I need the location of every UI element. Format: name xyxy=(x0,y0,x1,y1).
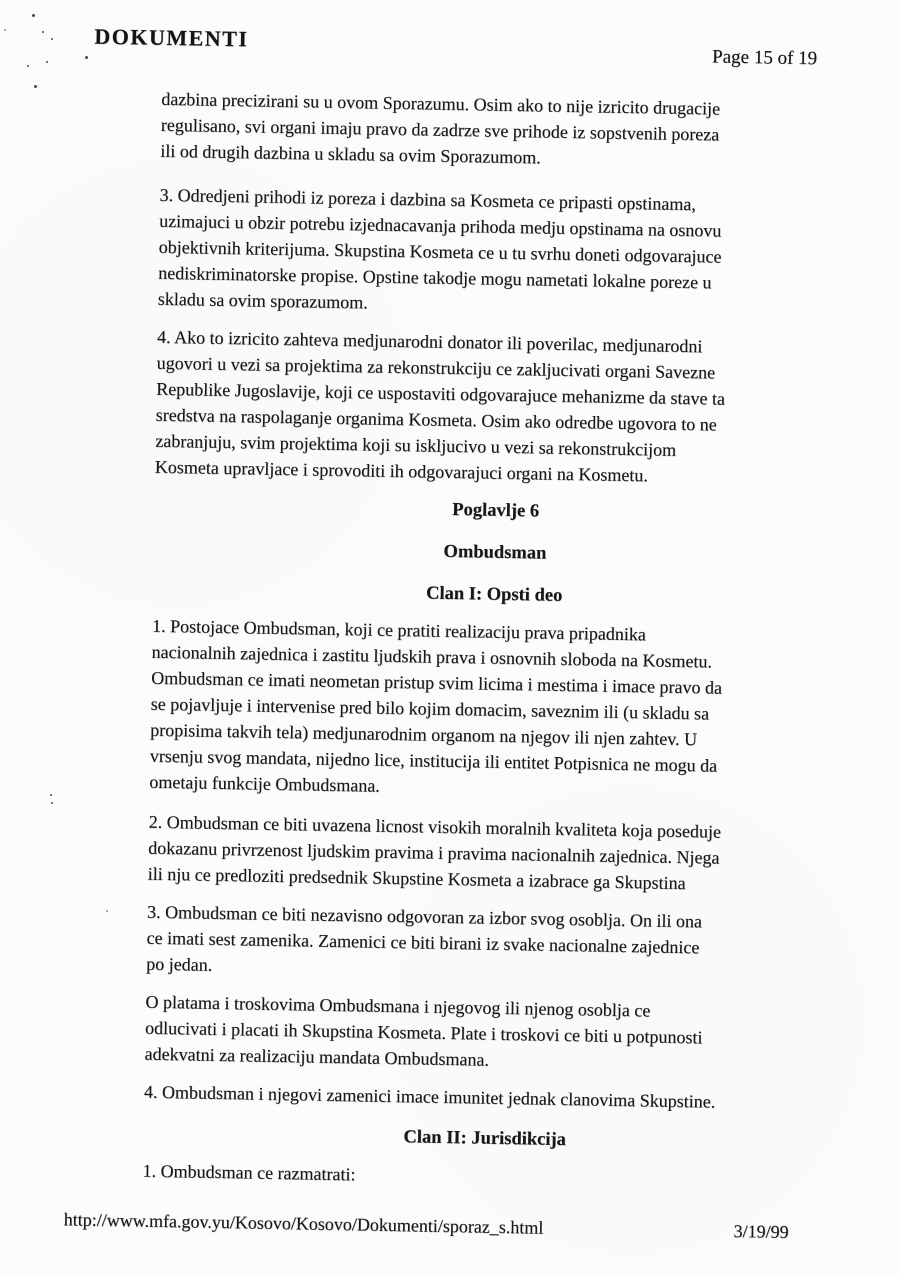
document-header-label: DOKUMENTI xyxy=(94,23,249,52)
scan-speckle xyxy=(42,31,44,33)
scan-speckle xyxy=(32,14,35,17)
footer-source-url: http://www.mfa.gov.yu/Kosovo/Kosovo/Dokumenti/sporaz_s.html xyxy=(63,1209,544,1238)
paragraph-dazbina-continuation: dazbina precizirani su u ovom Sporazumu. Osim ako to nije izricito drugacije regulisano, svi organi imaju pravo da zadrze sve prihode iz sopstvenih poreza ili od drugih dazbina u skladu sa ovim Sporazumom. xyxy=(160,88,721,168)
paragraph-2-uvazena-licnost: 2. Ombudsman ce biti uvazena licnost visokih moralnih kvaliteta koja poseduje dokazanu privrzenost ljudskim pravima i pravima nacionalnih zajednica. Njega ili nju ce predloziti predsednik Skupstine Kosmeta a izabrace ga Skupstina xyxy=(147,811,722,894)
scan-speckle xyxy=(46,61,48,63)
paragraph-1-postojace-ombudsman: 1. Postojace Ombudsman, koji ce pratiti realizaciju prava pripadnika nacionalnih zajednica i zastitu ljudskih prava i osnovnih sloboda na Kosmetu. Ombudsman ce imati neometan pristup svim licima i mestima i imace pravo da se pojavljuje i intervenise pred bilo kojim domacim, saveznim ili (u skladu sa propisima takvih tela) medjunarodnim organom na njegov ili njen zahtev. U vrsenju svog mandata, nijedno lice, institucija ili entitet Potpisnica ne mogu da ometaju funkcije Ombudsmana. xyxy=(149,615,723,796)
heading-clan-2-jurisdikcija: Clan II: Jurisdikcija xyxy=(403,1127,567,1151)
paragraph-4-donator: 4. Ako to izricito zahteva medjunarodni donator ili poverilac, medjunarodni ugovori u vezi sa projektima za rekonstrukciju ce zakljucivati organi Savezne Republike Jugoslavije, koji ce uspostaviti odgovarajuce mehanizme da stave ta sredstva na raspolaganje organima Kosmeta. Osim ako odredbe ugovora to ne zabranjuju, svim projektima koji su iskljucivo u vezi sa rekonstrukcijom Kosmeta upravljace i sprovoditi ih odgovarajuci organi na Kosmetu. xyxy=(154,326,726,486)
heading-ombudsman: Ombudsman xyxy=(443,541,547,564)
scan-speckle xyxy=(106,910,108,912)
paragraph-4-imunitet: 4. Ombudsman i njegovi zamenici imace imunitet jednak clanovima Skupstine. xyxy=(143,1081,716,1112)
scan-speckle xyxy=(51,38,53,40)
paragraph-3-nezavisno-odgovoran: 3. Ombudsman ce biti nezavisno odgovoran za izbor svog osoblja. On ili ona ce imati sest zamenika. Zamenici ce biti birani iz svake nacionalne zajednice po jedan. xyxy=(146,901,703,975)
scan-speckle xyxy=(4,29,6,31)
scan-speckle xyxy=(27,65,29,67)
footer-date: 3/19/99 xyxy=(733,1220,789,1242)
heading-poglavlje-6: Poglavlje 6 xyxy=(452,499,540,522)
scan-speckle xyxy=(34,85,37,88)
heading-clan-1-opsti-deo: Clan I: Opsti deo xyxy=(425,583,563,606)
scan-speckle xyxy=(51,802,53,804)
paragraph-1-razmatrati: 1. Ombudsman ce razmatrati: xyxy=(142,1160,356,1185)
scan-speckle xyxy=(85,56,88,59)
paragraph-3-prihodi: 3. Odredjeni prihodi iz poreza i dazbina sa Kosmeta ce pripasti opstinama, uzimajuci u obzir potrebu izjednacavanja prihoda medju opstinama na osnovu objektivnih kriterijuma. Skupstina Kosmeta ce u tu svrhu doneti odgovarajuce nediskriminatorske propise. Opstine takodje mogu nametati lokalne poreze u skladu sa ovim sporazumom. xyxy=(157,184,722,313)
scan-speckle xyxy=(50,794,52,796)
paragraph-plate-troskovi: O platama i troskovima Ombudsmana i njegovog ili njenog osoblja ce odlucivati i placati ih Skupstina Kosmeta. Plate i troskovi ce biti u potpunosti adekvatni za realizaciju mandata Ombudsmana. xyxy=(144,991,703,1070)
text-column xyxy=(141,3,846,1275)
page-indicator: Page 15 of 19 xyxy=(711,46,818,70)
